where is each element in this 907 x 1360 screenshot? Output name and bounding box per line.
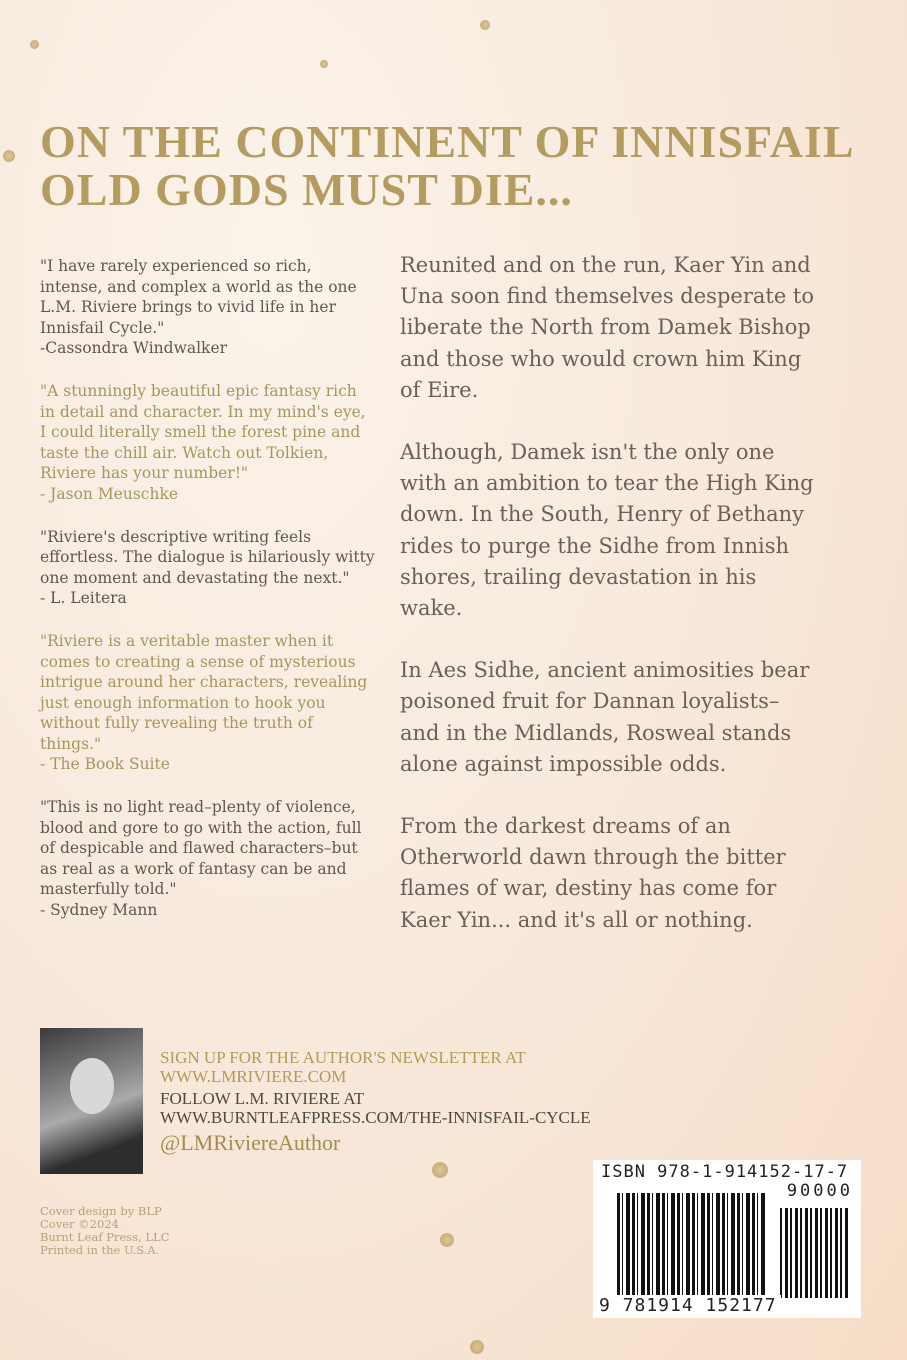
author-links [160,1048,591,1155]
gold-speck [470,1340,484,1354]
gold-speck [30,40,39,49]
credit-line: Printed in the U.S.A. [40,1243,160,1257]
review-quote [40,381,375,505]
follow-label: FOLLOW L.M. RIVIERE AT [160,1089,365,1108]
isbn-barcode [593,1160,861,1318]
headline [40,118,880,214]
author-photo [40,1028,143,1174]
quote-text: "A stunningly beautiful epic fantasy rich in detail and character. In my mind's eye, I could literally smell the forest pine and taste the chill air. Watch out Tolkien, Riviere has your number!" [40,381,366,483]
synopsis-paragraph: In Aes Sidhe, ancient animosities bear poisoned fruit for Dannan loyalists– and in the Midlands, Rosweal stands alone against impossible odds. [400,658,810,776]
barcode-bars [617,1193,767,1303]
credit-line: Cover ©2024 [40,1217,119,1231]
gold-speck [440,1233,454,1247]
gold-speck [320,60,328,68]
synopsis-paragraph: Although, Damek isn't the only one with an ambition to tear the High King down. In the South, Henry of Bethany rides to purge the Sidhe from Innish shores, trailing devastation in his wake. [400,440,814,621]
synopsis-paragraph: From the darkest dreams of an Otherworld dawn through the bitter flames of war, destiny has come for Kaer Yin... and it's all or nothing. [400,814,786,932]
quote-text: "Riviere is a veritable master when it comes to creating a sense of mysterious intrigue around her characters, revealing just enough information to hook you without fully revealing the truth of things." [40,631,368,753]
price-barcode-bars [780,1208,850,1298]
quote-author: - Jason Meuschke [40,484,179,503]
quote-author: - Sydney Mann [40,901,158,920]
quote-author: -Cassondra Windwalker [40,339,228,358]
social-handle[interactable]: @LMRiviereAuthor [160,1130,341,1155]
newsletter-label: SIGN UP FOR THE AUTHOR'S NEWSLETTER AT [160,1048,526,1067]
quote-author: - L. Leitera [40,589,127,608]
quote-author: - The Book Suite [40,755,170,774]
review-quote [40,527,375,609]
credit-line: Cover design by BLP [40,1204,162,1218]
follow-url[interactable]: WWW.BURNTLEAFPRESS.COM/THE-INNISFAIL-CYCLE [160,1108,591,1127]
review-quote [40,797,375,921]
quote-text: "This is no light read–plenty of violence, blood and gore to go with the action, full of despicable and flawed characters–but as real as a work of fantasy can be and masterfully told." [40,798,362,899]
review-quote [40,631,375,775]
newsletter-url[interactable]: WWW.LMRIVIERE.COM [160,1067,347,1086]
synopsis-paragraph: Reunited and on the run, Kaer Yin and Una soon find themselves desperate to liberate the North from Damek Bishop and those who would crown him King of Eire. [400,253,815,402]
review-quote [40,256,375,359]
headline-line-1: ON THE CONTINENT OF INNISFAIL [40,116,855,167]
gold-speck [432,1162,448,1178]
headline-line-2: OLD GODS MUST DIE... [40,164,573,215]
synopsis [400,250,820,967]
credit-line: Burnt Leaf Press, LLC [40,1230,170,1244]
gold-speck [3,150,15,162]
quote-text: "Riviere's descriptive writing feels effortless. The dialogue is hilariously witty one moment and devastating the next." [40,527,375,587]
isbn-text: ISBN 978-1-914152-17-7 [601,1162,849,1182]
quote-text: "I have rarely experienced so rich, intense, and complex a world as the one L.M. Riviere brings to vivid life in her Innisfail Cycle." [40,257,357,337]
review-quotes [40,256,375,943]
ean-digits: 9 781914 152177 [599,1295,781,1316]
gold-speck [480,20,490,30]
price-code: 90000 [786,1181,853,1201]
credits [40,1205,169,1257]
